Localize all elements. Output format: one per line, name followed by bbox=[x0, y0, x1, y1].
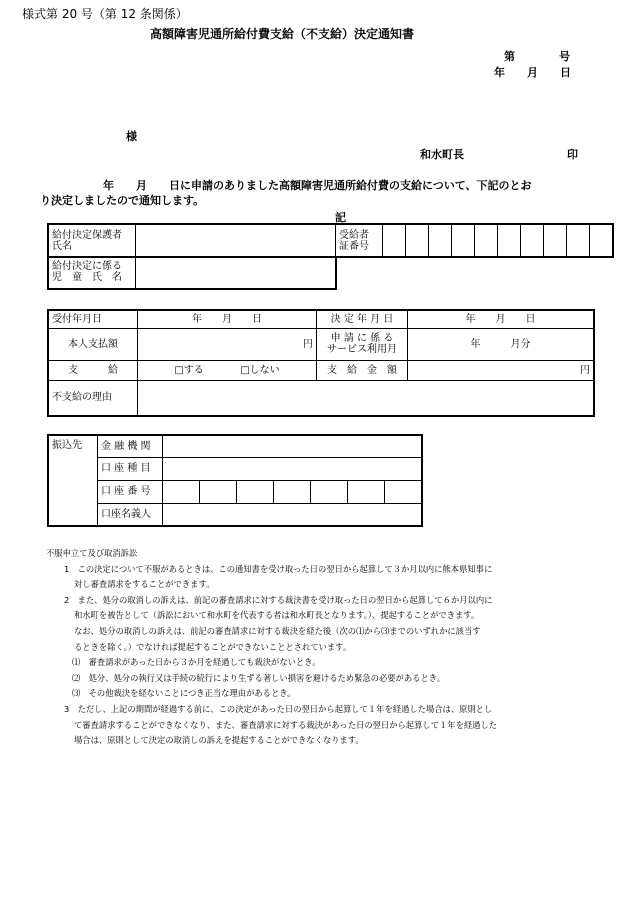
account-number-digit[interactable] bbox=[274, 480, 311, 503]
intro-text-line1: 年 月 日に申請のありました高額障害児通所給付費の支給について、下記のとお bbox=[103, 179, 532, 192]
recipient-number-digit[interactable] bbox=[544, 224, 567, 257]
received-date-label: 受付年月日 bbox=[48, 310, 138, 328]
child-name-label: 給付決定に係る 児 童 氏 名 bbox=[48, 256, 136, 289]
notes-line: て審査請求することができなくなり、また、審査請求に対する裁決があった日の翌日から起算して１年を経過した bbox=[74, 719, 498, 730]
account-type-field[interactable] bbox=[163, 457, 423, 480]
ki-heading: 記 bbox=[335, 211, 346, 224]
appeal-notes bbox=[48, 546, 584, 749]
account-number-digit[interactable] bbox=[237, 480, 274, 503]
account-holder-field[interactable] bbox=[163, 503, 423, 526]
notes-line: ⑶ その他裁決を経ないことにつき正当な理由があるとき。 bbox=[72, 688, 296, 699]
notes-line: 3 ただし、上記の期間が経過する前に、この決定があった日の翌日から起算して１年を経過した場合は、原則とし bbox=[64, 703, 493, 714]
child-table bbox=[47, 256, 337, 290]
account-type-label: 口 座 種 目 bbox=[98, 457, 163, 480]
notes-line: 2 また、処分の取消しの訴えは、前記の審査請求に対する裁決書を受け取った日の翌日から起算して６か月以内に bbox=[64, 594, 493, 605]
notes-line: るときを除く。）でなければ提起することができないこととされています。 bbox=[74, 641, 352, 652]
account-number-digit[interactable] bbox=[200, 480, 237, 503]
notes-line: ⑴ 審査請求があった日から３か月を経過しても裁決がないとき。 bbox=[72, 657, 321, 668]
self-pay-label: 本人支払額 bbox=[48, 328, 138, 360]
service-month-label: 申 請 に 係 る サービス利用月 bbox=[317, 328, 408, 360]
child-name-field[interactable] bbox=[136, 256, 337, 289]
decision-date-label: 決 定 年 月 日 bbox=[317, 310, 408, 328]
account-number-digit[interactable] bbox=[348, 480, 385, 503]
payment-options[interactable] bbox=[138, 360, 317, 380]
form-number: 様式第 20 号（第 12 条関係） bbox=[22, 7, 188, 21]
issue-date: 年 月 日 bbox=[494, 66, 571, 79]
payment-option-no[interactable]: □しない bbox=[240, 364, 280, 376]
recipient-number-digit[interactable] bbox=[498, 224, 521, 257]
addressee-suffix: 様 bbox=[126, 130, 137, 143]
intro-text-line2: り決定しましたので通知します。 bbox=[40, 194, 205, 207]
guardian-name-field[interactable] bbox=[136, 224, 336, 257]
service-month-value[interactable]: 年 月分 bbox=[408, 328, 595, 360]
transfer-label: 振込先 bbox=[48, 435, 98, 526]
payment-option-yes[interactable]: □する bbox=[174, 364, 204, 376]
reason-label: 不支給の理由 bbox=[48, 380, 138, 416]
issuer-name: 和水町長 bbox=[420, 148, 464, 161]
recipient-number-digit[interactable] bbox=[406, 224, 429, 257]
decision-table bbox=[47, 309, 595, 417]
account-number-digit[interactable] bbox=[385, 480, 423, 503]
recipient-number-digit[interactable] bbox=[452, 224, 475, 257]
transfer-table bbox=[47, 434, 423, 527]
received-date-value[interactable]: 年 月 日 bbox=[138, 310, 317, 328]
document-title: 高額障害児通所給付費支給（不支給）決定通知書 bbox=[150, 27, 415, 41]
notes-line: ⑵ 処分、処分の執行又は手続の続行により生ずる著しい損害を避けるため緊急の必要があるとき。 bbox=[72, 672, 446, 683]
document-number: 第 号 bbox=[504, 50, 570, 63]
self-pay-value[interactable]: 円 bbox=[138, 328, 317, 360]
notes-line: 対し審査請求をすることができます。 bbox=[74, 579, 215, 590]
notes-line: 和水町を被告として（訴訟において和水町を代表する者は和水町長となります。）、提起することができます。 bbox=[74, 610, 480, 621]
notes-line: 場合は、原則として決定の取消しの訴えを提起することができなくなります。 bbox=[74, 735, 364, 746]
recipient-number-label: 受給者 証番号 bbox=[336, 224, 383, 257]
recipient-number-digit[interactable] bbox=[475, 224, 498, 257]
decision-date-value[interactable]: 年 月 日 bbox=[408, 310, 595, 328]
notes-heading: 不服申立て及び取消訴訟 bbox=[46, 548, 138, 558]
account-number-digit[interactable] bbox=[311, 480, 348, 503]
bank-field[interactable] bbox=[163, 435, 423, 457]
notes-line: 1 この決定について不服があるときは、この通知書を受け取った日の翌日から起算して３か月以内に熊本県知事に bbox=[64, 563, 493, 574]
recipient-table bbox=[47, 223, 614, 258]
notes-line: なお、処分の取消しの訴えは、前記の審査請求に対する裁決を経た後（次の⑴から⑶までのいずれかに該当す bbox=[74, 625, 481, 636]
payment-label: 支 給 bbox=[48, 360, 138, 380]
bank-label: 金 融 機 関 bbox=[98, 435, 163, 457]
payment-amount-value[interactable]: 円 bbox=[408, 360, 595, 380]
reason-field[interactable] bbox=[138, 380, 595, 416]
recipient-number-digit[interactable] bbox=[429, 224, 452, 257]
seal-mark: 印 bbox=[567, 148, 578, 161]
account-holder-label: 口座名義人 bbox=[98, 503, 163, 526]
recipient-number-digit[interactable] bbox=[521, 224, 544, 257]
recipient-number-digit[interactable] bbox=[567, 224, 590, 257]
account-number-label: 口 座 番 号 bbox=[98, 480, 163, 503]
recipient-number-digit[interactable] bbox=[383, 224, 406, 257]
guardian-name-label: 給付決定保護者 氏名 bbox=[48, 224, 136, 257]
recipient-number-digit[interactable] bbox=[590, 224, 614, 257]
account-number-digit[interactable] bbox=[163, 480, 200, 503]
payment-amount-label: 支 給 金 額 bbox=[317, 360, 408, 380]
